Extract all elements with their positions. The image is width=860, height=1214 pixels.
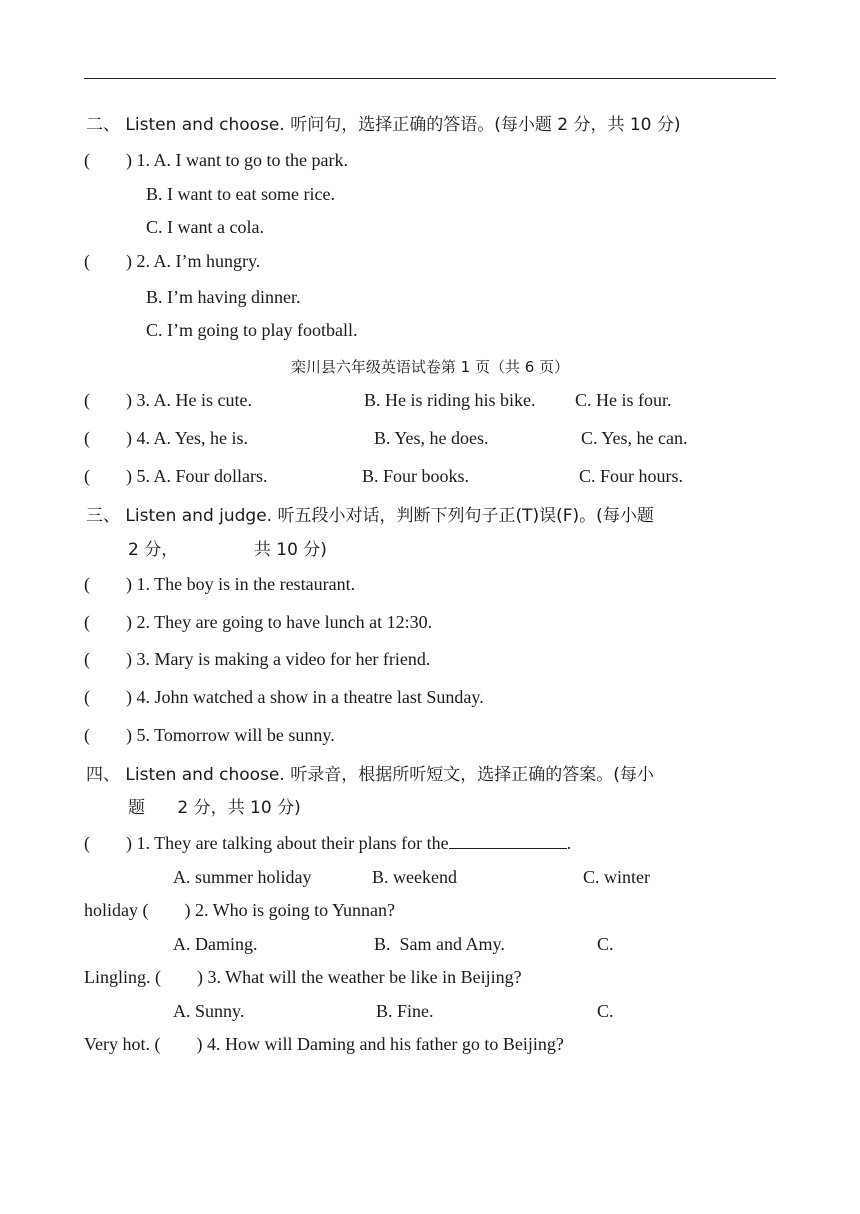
section4-q2-option-b: B. Sam and Amy. — [374, 934, 505, 954]
header-rule — [84, 78, 776, 79]
section4-q1-period: . — [566, 833, 572, 853]
section2-q3: ( ) 3. A. He is cute. — [84, 390, 252, 410]
section3-statement-4: ( ) 4. John watched a show in a theatre last Sunday. — [84, 687, 484, 707]
section2-q1: ( ) 1. A. I want to go to the park. — [84, 150, 348, 170]
answer-blank — [449, 832, 567, 849]
section2-q1-option-c: C. I want a cola. — [146, 217, 264, 237]
section3-statement-1: ( ) 1. The boy is in the restaurant. — [84, 574, 356, 594]
section2-q2-option-c: C. I’m going to play football. — [146, 320, 358, 340]
section2-q4-option-c: C. Yes, he can. — [581, 428, 688, 448]
section4-heading-line2: 题 2 分，共 10 分) — [128, 798, 301, 818]
section2-q5-option-c: C. Four hours. — [579, 466, 684, 486]
section2-q3-option-b: B. He is riding his bike. — [364, 390, 536, 410]
section4-q1 — [84, 832, 571, 854]
section4-q1-option-b: B. weekend — [372, 867, 457, 887]
section2-q5-option-b: B. Four books. — [362, 466, 470, 486]
section4-q1-text: ( ) 1. They are talking about their plans for the — [84, 833, 449, 853]
section4-q3-option-b: B. Fine. — [376, 1001, 434, 1021]
section4-q3: Lingling. ( ) 3. What will the weather be like in Beijing? — [84, 967, 522, 987]
section2-q4: ( ) 4. A. Yes, he is. — [84, 428, 249, 448]
section3-statement-3: ( ) 3. Mary is making a video for her friend. — [84, 649, 431, 669]
section3-heading-line2: 2 分， 共 10 分) — [128, 540, 327, 560]
section3-statement-5: ( ) 5. Tomorrow will be sunny. — [84, 725, 335, 745]
section4-q3-option-c: C. — [597, 1001, 614, 1021]
section4-q1-option-a: A. summer holiday — [173, 867, 312, 887]
section2-q2-option-b: B. I’m having dinner. — [146, 287, 301, 307]
section4-q3-option-a: A. Sunny. — [173, 1001, 245, 1021]
section4-q4: Very hot. ( ) 4. How will Daming and his father go to Beijing? — [84, 1034, 564, 1054]
section2-q1-option-b: B. I want to eat some rice. — [146, 184, 335, 204]
section3-heading-line1: 三、 Listen and judge. 听五段小对话，判断下列句子正(T)误(F)。(每小题 — [86, 506, 654, 526]
section4-q2-option-a: A. Daming. — [173, 934, 258, 954]
section4-q2: holiday ( ) 2. Who is going to Yunnan? — [84, 900, 395, 920]
section4-q2-option-c: C. — [597, 934, 614, 954]
section4-heading-line1: 四、 Listen and choose. 听录音，根据所听短文，选择正确的答案。(每小 — [86, 765, 654, 785]
section2-q5: ( ) 5. A. Four dollars. — [84, 466, 268, 486]
section2-q3-option-c: C. He is four. — [575, 390, 672, 410]
section2-q4-option-b: B. Yes, he does. — [374, 428, 489, 448]
section4-q1-option-c: C. winter — [583, 867, 650, 887]
page-footer: 栾川县六年级英语试卷第 1 页（共 6 页） — [290, 358, 570, 376]
section2-q2: ( ) 2. A. I’m hungry. — [84, 251, 261, 271]
section2-heading: 二、 Listen and choose. 听问句，选择正确的答语。(每小题 2 分，共 10 分) — [86, 115, 681, 135]
section3-statement-2: ( ) 2. They are going to have lunch at 12:30. — [84, 612, 433, 632]
